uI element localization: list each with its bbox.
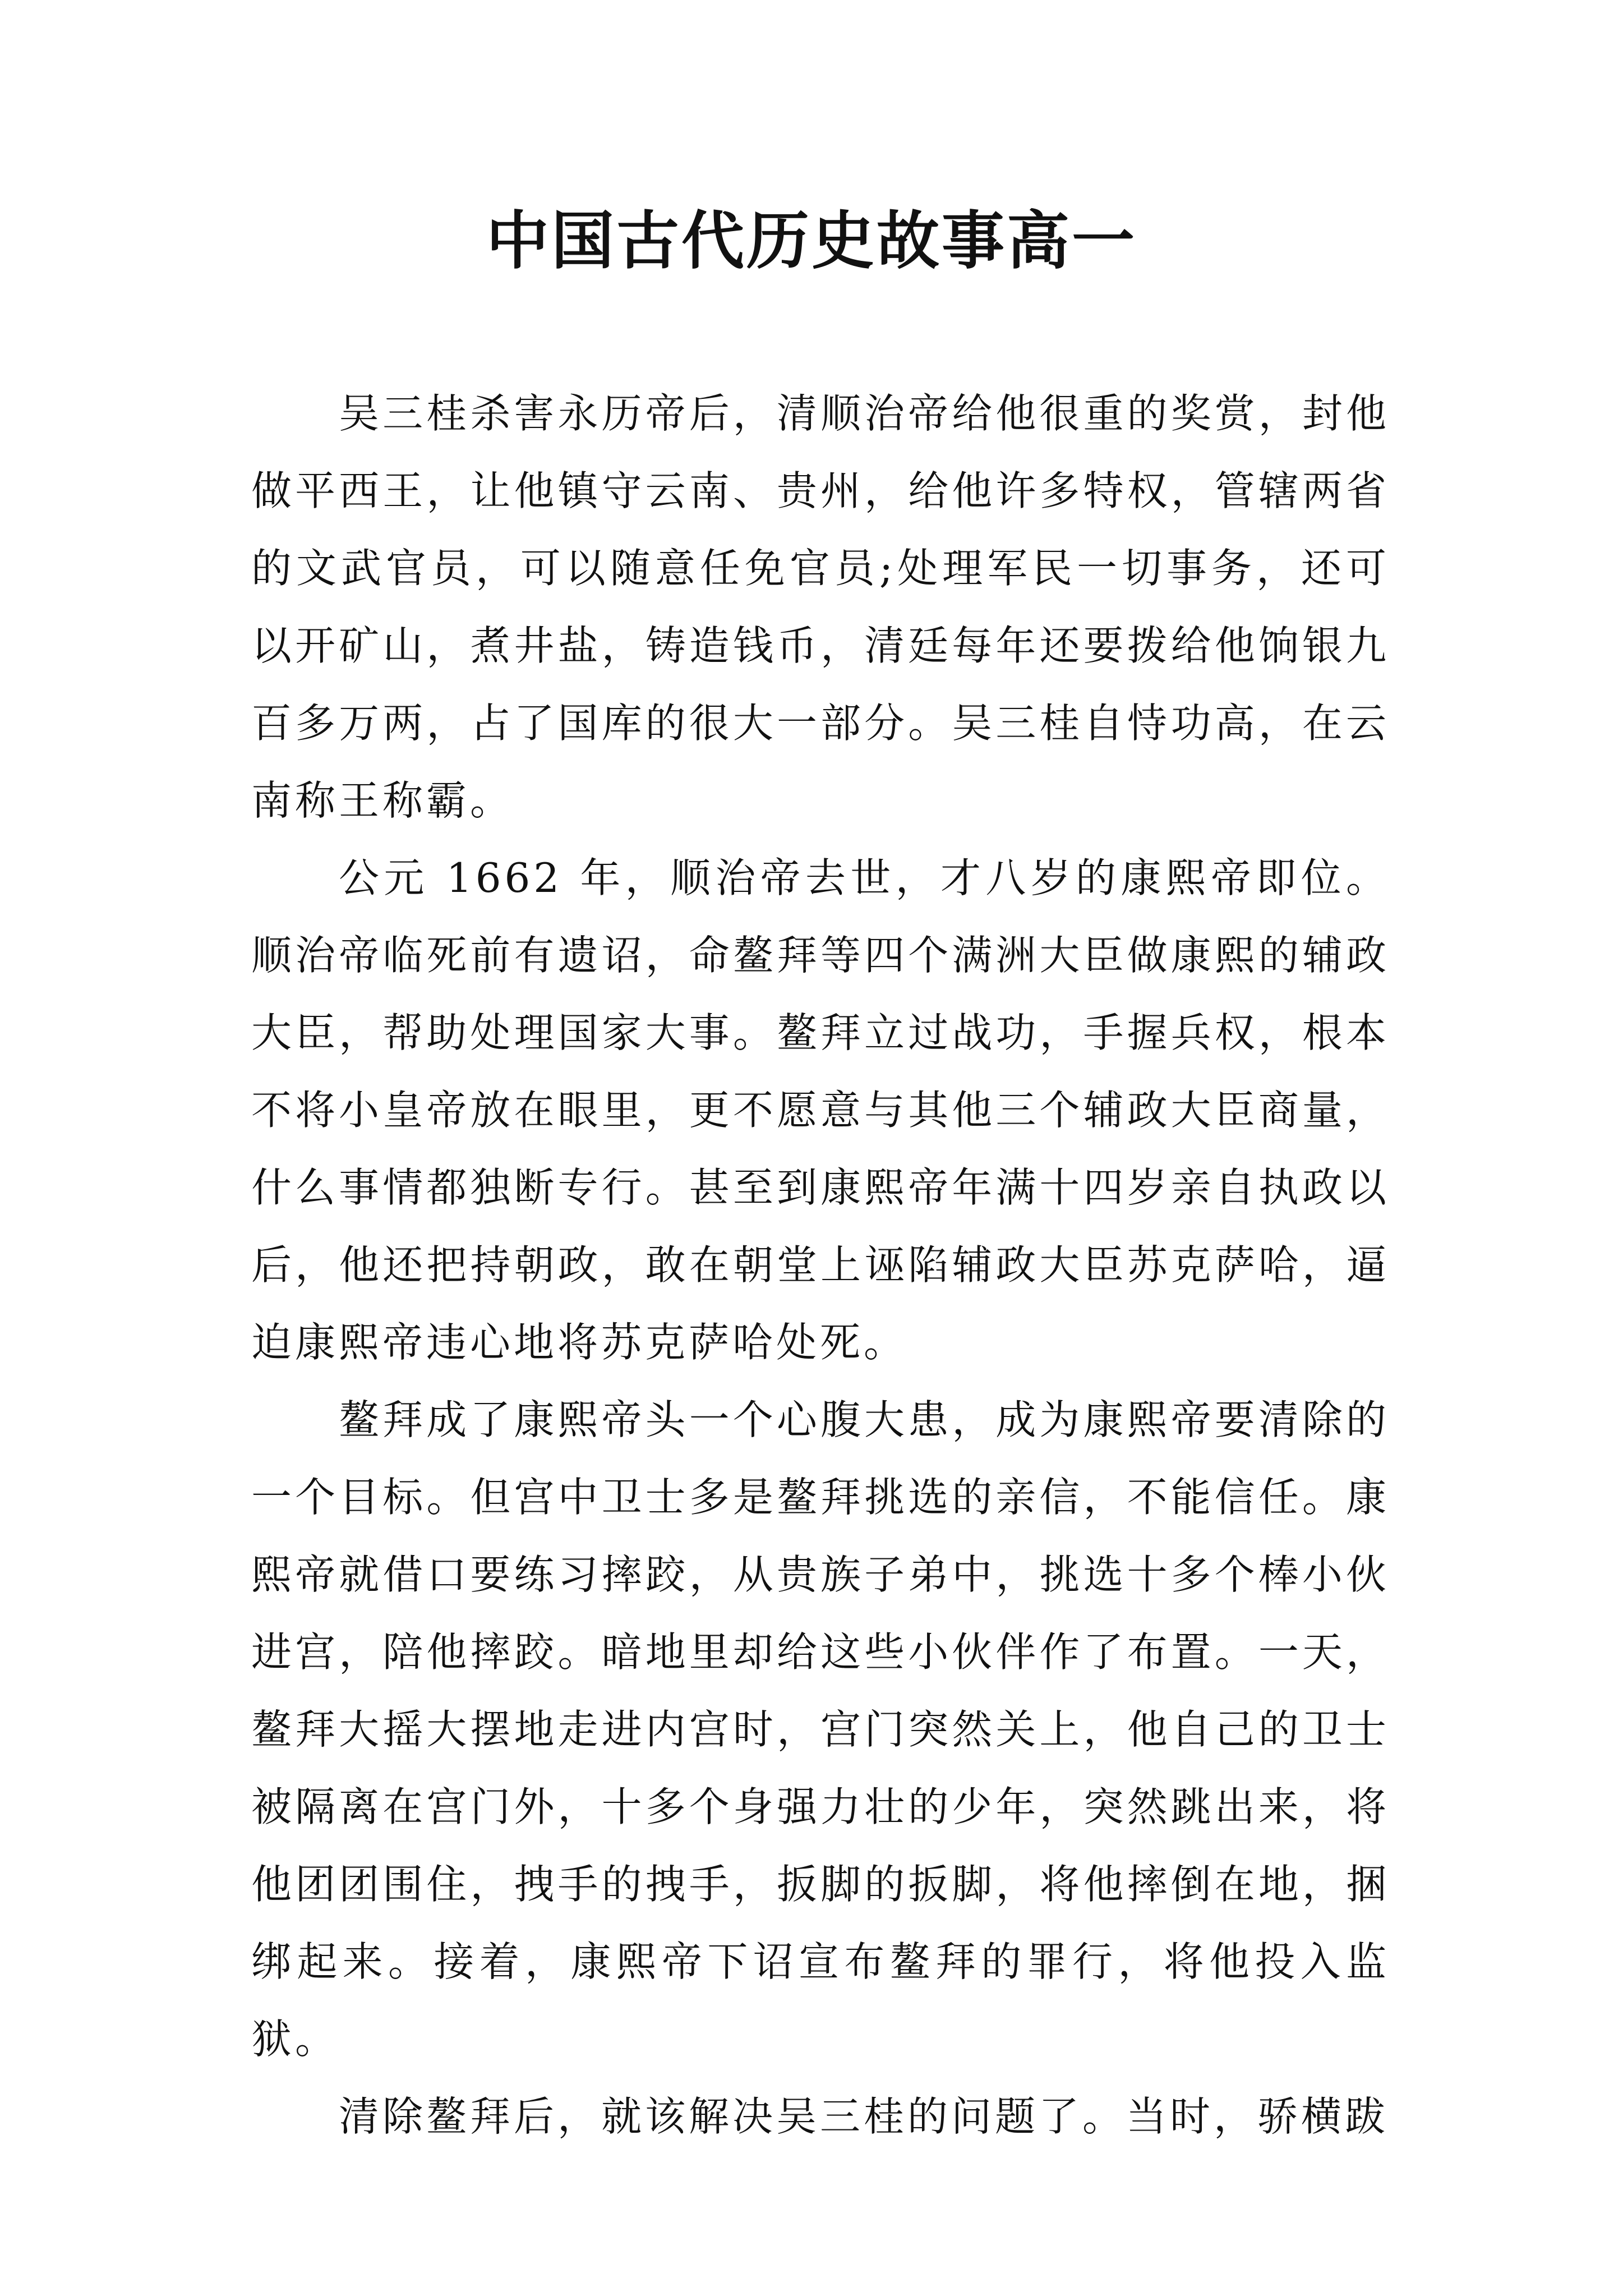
paragraph: 鳌拜成了康熙帝头一个心腹大患，成为康熙帝要清除的一个目标。但宫中卫士多是鳌拜挑选的亲信，不能信任。康熙帝就借口要练习摔跤，从贵族子弟中，挑选十多个棒小伙进宫，陪他摔跤。暗地里却给这些小伙伴作了布置。一天，鳌拜大摇大摆地走进内宫时，宫门突然关上，他自己的卫士被隔离在宫门外，十多个身强力壮的少年，突然跳出来，将他团团围住，拽手的拽手，扳脚的扳脚，将他摔倒在地，捆绑起来。接着，康熙帝下诏宣布鳌拜的罪行，将他投入监狱。 <box>251 1396 1390 2063</box>
paragraph: 吴三桂杀害永历帝后，清顺治帝给他很重的奖赏，封他做平西王，让他镇守云南、贵州，给他许多特权，管辖两省的文武官员，可以随意任免官员;处理军民一切事务，还可以开矿山，煮井盐，铸造钱币，清廷每年还要拨给他饷银九百多万两，占了国库的很大一部分。吴三桂自恃功高，在云南称王称霸。 <box>251 390 1390 824</box>
document-title: 中国古代历史故事高一 <box>486 204 1137 278</box>
paragraph: 公元 1662 年，顺治帝去世，才八岁的康熙帝即位。顺治帝临死前有遗诏，命鳌拜等四个满洲大臣做康熙的辅政大臣，帮助处理国家大事。鳌拜立过战功，手握兵权，根本不将小皇帝放在眼里，更不愿意与其他三个辅政大臣商量，什么事情都独断专行。甚至到康熙帝年满十四岁亲自执政以后，他还把持朝政，敢在朝堂上诬陷辅政大臣苏克萨哈，逼迫康熙帝违心地将苏克萨哈处死。 <box>251 854 1390 1366</box>
document-body <box>251 375 1390 2155</box>
paragraph: 清除鳌拜后，就该解决吴三桂的问题了。当时，骄横跋 <box>339 2093 1389 2140</box>
